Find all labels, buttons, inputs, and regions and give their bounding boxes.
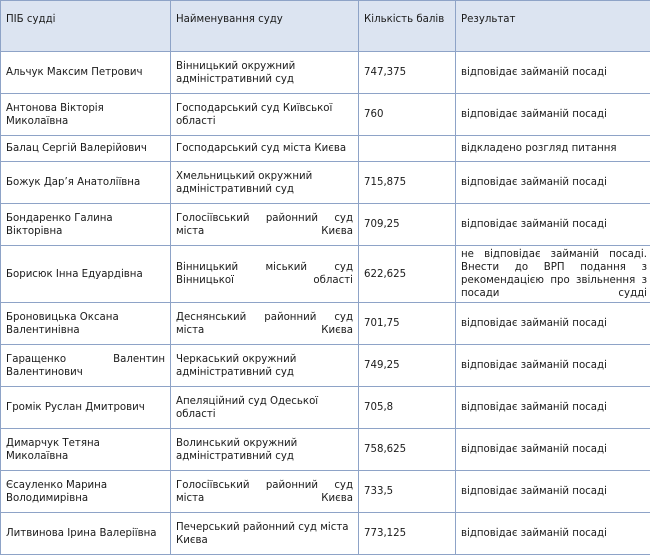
court-name: Черкаський окружний адміністративний суд <box>171 345 359 387</box>
result: відповідає займаній посаді <box>456 204 650 246</box>
table-row <box>1 136 650 162</box>
table-row <box>1 303 650 345</box>
judge-name: Антонова Вікторія Миколаївна <box>1 94 171 136</box>
judge-name: Димарчук Тетяна Миколаївна <box>1 429 171 471</box>
result: відкладено розгляд питання <box>456 136 650 162</box>
result: відповідає займаній посаді <box>456 387 650 429</box>
score: 622,625 <box>359 246 456 303</box>
table-row <box>1 471 650 513</box>
score: 758,625 <box>359 429 456 471</box>
judge-name: Божук Дар’я Анатоліївна <box>1 162 171 204</box>
score: 715,875 <box>359 162 456 204</box>
column-header-name: ПІБ судді <box>1 1 171 52</box>
table-row <box>1 52 650 94</box>
score: 701,75 <box>359 303 456 345</box>
judge-name: Єсауленко Марина Володимирівна <box>1 471 171 513</box>
score <box>359 136 456 162</box>
table-row <box>1 387 650 429</box>
result: відповідає займаній посаді <box>456 429 650 471</box>
score: 747,375 <box>359 52 456 94</box>
column-header-result: Результат <box>456 1 650 52</box>
court-name: Хмельницький окружний адміністративний суд <box>171 162 359 204</box>
result: відповідає займаній посаді <box>456 303 650 345</box>
court-name: Господарський суд міста Києва <box>171 136 359 162</box>
court-name: Господарський суд Київської області <box>171 94 359 136</box>
result: відповідає займаній посаді <box>456 52 650 94</box>
judge-name: Балац Сергій Валерійович <box>1 136 171 162</box>
table-row <box>1 429 650 471</box>
court-name: Деснянський районний суд міста Києва <box>171 303 359 345</box>
judge-name: Альчук Максим Петрович <box>1 52 171 94</box>
judge-name: Броновицька Оксана Валентинівна <box>1 303 171 345</box>
result: не відповідає займаній посаді. Внести до ВРП подання з рекомендацією про звільнення з посади судді <box>456 246 650 303</box>
court-name: Печерський районний суд міста Києва <box>171 513 359 555</box>
result: відповідає займаній посаді <box>456 94 650 136</box>
table-row <box>1 162 650 204</box>
score: 749,25 <box>359 345 456 387</box>
table-row <box>1 345 650 387</box>
score: 705,8 <box>359 387 456 429</box>
table-row <box>1 204 650 246</box>
judge-name: Громік Руслан Дмитрович <box>1 387 171 429</box>
column-header-court: Найменування суду <box>171 1 359 52</box>
result: відповідає займаній посаді <box>456 162 650 204</box>
court-name: Голосіївський районний суд міста Києва <box>171 471 359 513</box>
judge-name: Гаращенко Валентин Валентинович <box>1 345 171 387</box>
result: відповідає займаній посаді <box>456 345 650 387</box>
score: 709,25 <box>359 204 456 246</box>
court-name: Волинський окружний адміністративний суд <box>171 429 359 471</box>
score: 733,5 <box>359 471 456 513</box>
table-row <box>1 513 650 555</box>
judge-name: Бондаренко Галина Вікторівна <box>1 204 171 246</box>
judge-name: Борисюк Інна Едуардівна <box>1 246 171 303</box>
court-name: Голосіївський районний суд міста Києва <box>171 204 359 246</box>
court-name: Апеляційний суд Одеської області <box>171 387 359 429</box>
result: відповідає займаній посаді <box>456 513 650 555</box>
table-row <box>1 246 650 303</box>
result: відповідає займаній посаді <box>456 471 650 513</box>
score: 773,125 <box>359 513 456 555</box>
table-header-row <box>1 1 650 52</box>
column-header-score: Кількість балів <box>359 1 456 52</box>
judge-name: Литвинова Ірина Валеріївна <box>1 513 171 555</box>
court-name: Вінницький окружний адміністративний суд <box>171 52 359 94</box>
score: 760 <box>359 94 456 136</box>
table-row <box>1 94 650 136</box>
court-name: Вінницький міський суд Вінницької області <box>171 246 359 303</box>
